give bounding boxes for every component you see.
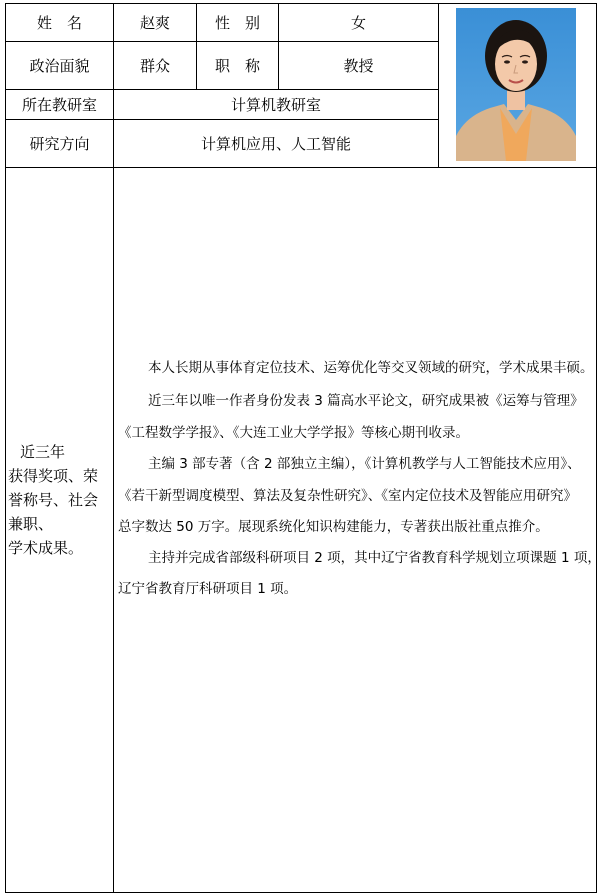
achievements-label-line: 获得奖项、荣 [8, 467, 99, 485]
achievement-paragraph: 近三年以唯一作者身份发表 3 篇高水平论文，研究成果被《运筹与管理》 [148, 393, 584, 409]
table-border-bottom [5, 892, 597, 893]
row-divider [5, 167, 597, 168]
column-divider [438, 3, 439, 168]
political-label: 政治面貌 [29, 57, 90, 75]
title-value: 教授 [343, 57, 374, 75]
title-label: 职 称 [214, 57, 260, 75]
name-value: 赵爽 [139, 14, 170, 32]
achievements-label-line: 学术成果。 [8, 539, 84, 557]
research-value: 计算机应用、人工智能 [200, 135, 351, 153]
achievements-label [8, 440, 112, 560]
achievement-paragraph-continuation: 《工程数学学报》、《大连工业大学学报》等核心期刊收录。 [118, 425, 469, 441]
achievement-paragraph-continuation: 总字数达 50 万字。展现系统化知识构建能力，专著获出版社重点推介。 [118, 519, 549, 535]
achievement-paragraph: 主持并完成省部级科研项目 2 项，其中辽宁省教育科学规划立项课题 1 项， [148, 550, 601, 566]
achievement-paragraph-continuation: 辽宁省教育厅科研项目 1 项。 [118, 581, 298, 597]
table-border-right [596, 3, 597, 893]
achievement-paragraph-continuation: 《若干新型调度模型、算法及复杂性研究》、《室内定位技术及智能应用研究》 [118, 488, 577, 504]
achievement-paragraph: 主编 3 部专著（含 2 部独立主编），《计算机教学与人工智能技术应用》、 [148, 456, 581, 472]
gender-label: 性 别 [214, 14, 260, 32]
portrait-photo [456, 8, 576, 161]
gender-value: 女 [350, 14, 366, 32]
political-value: 群众 [139, 57, 170, 75]
name-label: 姓 名 [36, 14, 82, 32]
achievements-label-line: 誉称号、社会 [8, 491, 99, 509]
research-label: 研究方向 [29, 135, 90, 153]
office-label: 所在教研室 [21, 96, 97, 114]
achievements-label-line: 近三年 [20, 443, 66, 461]
achievements-label-line: 兼职、 [8, 515, 54, 533]
office-value: 计算机教研室 [230, 96, 321, 114]
achievement-paragraph: 本人长期从事体育定位技术、运筹优化等交叉领域的研究，学术成果丰硕。 [148, 360, 594, 376]
